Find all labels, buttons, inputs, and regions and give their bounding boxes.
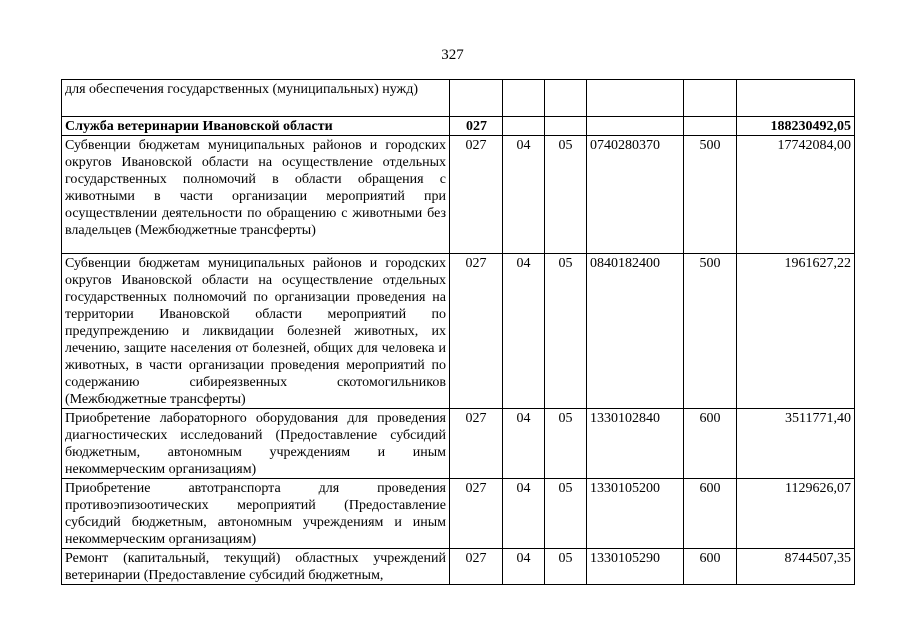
cell-amount: 8744507,35 <box>737 549 855 585</box>
cell-amount: 17742084,00 <box>737 136 855 254</box>
cell-target-article: 1330102840 <box>587 409 684 479</box>
cell-subsection: 05 <box>545 136 587 254</box>
cell-amount: 1961627,22 <box>737 254 855 409</box>
cell-expense-type: 600 <box>684 409 737 479</box>
cell-name: Субвенции бюджетам муниципальных районов и городских округов Ивановской области на осуществление отдельных государственных полномочий по организации проведения на территории Ивановской области мероприятий по предупреждению и ликвидации болезней животных, их лечению, защите населения от болезней, общих для человека и животных, в части организации проведения мероприятий по содержанию сибиреязвенных скотомогильников (Межбюджетные трансферты) <box>62 254 450 409</box>
table-row <box>62 254 855 409</box>
cell-ministry-code: 027 <box>450 479 503 549</box>
cell-expense-type <box>684 117 737 136</box>
cell-subsection: 05 <box>545 479 587 549</box>
cell-expense-type: 600 <box>684 549 737 585</box>
cell-name: Субвенции бюджетам муниципальных районов и городских округов Ивановской области на осуществление отдельных государственных полномочий в области обращения с животными в части организации мероприятий при осуществлении деятельности по обращению с животными без владельцев (Межбюджетные трансферты) <box>62 136 450 254</box>
cell-expense-type <box>684 80 737 117</box>
cell-subsection <box>545 117 587 136</box>
cell-section: 04 <box>503 254 545 409</box>
cell-amount: 188230492,05 <box>737 117 855 136</box>
cell-subsection: 05 <box>545 254 587 409</box>
table-row <box>62 80 855 117</box>
cell-expense-type: 500 <box>684 136 737 254</box>
table-row <box>62 549 855 585</box>
cell-amount: 3511771,40 <box>737 409 855 479</box>
cell-subsection: 05 <box>545 409 587 479</box>
cell-target-article: 0840182400 <box>587 254 684 409</box>
table-row <box>62 479 855 549</box>
cell-ministry-code: 027 <box>450 117 503 136</box>
table-row <box>62 117 855 136</box>
cell-ministry-code: 027 <box>450 549 503 585</box>
cell-subsection <box>545 80 587 117</box>
cell-section: 04 <box>503 409 545 479</box>
cell-target-article <box>587 117 684 136</box>
cell-expense-type: 500 <box>684 254 737 409</box>
cell-section <box>503 80 545 117</box>
cell-name: Ремонт (капитальный, текущий) областных учреждений ветеринарии (Предоставление субсидий бюджетным, <box>62 549 450 585</box>
cell-section: 04 <box>503 136 545 254</box>
cell-name: Приобретение лабораторного оборудования для проведения диагностических исследований (Предоставление субсидий бюджетным, автономным учреждениям и иным некоммерческим организациям) <box>62 409 450 479</box>
cell-amount <box>737 80 855 117</box>
cell-name: для обеспечения государственных (муниципальных) нужд) <box>62 80 450 117</box>
cell-section: 04 <box>503 479 545 549</box>
cell-target-article: 1330105290 <box>587 549 684 585</box>
cell-ministry-code: 027 <box>450 409 503 479</box>
page-number: 327 <box>441 47 464 63</box>
cell-subsection: 05 <box>545 549 587 585</box>
cell-ministry-code: 027 <box>450 136 503 254</box>
cell-ministry-code <box>450 80 503 117</box>
cell-amount: 1129626,07 <box>737 479 855 549</box>
cell-name: Приобретение автотранспорта для проведения противоэпизоотических мероприятий (Предоставление субсидий бюджетным, автономным учреждениям и иным некоммерческим организациям) <box>62 479 450 549</box>
cell-target-article: 1330105200 <box>587 479 684 549</box>
cell-name: Служба ветеринарии Ивановской области <box>62 117 450 136</box>
cell-target-article: 0740280370 <box>587 136 684 254</box>
cell-expense-type: 600 <box>684 479 737 549</box>
cell-section <box>503 117 545 136</box>
cell-target-article <box>587 80 684 117</box>
table-row <box>62 136 855 254</box>
table-row <box>62 409 855 479</box>
budget-table <box>61 79 855 585</box>
cell-ministry-code: 027 <box>450 254 503 409</box>
cell-section: 04 <box>503 549 545 585</box>
